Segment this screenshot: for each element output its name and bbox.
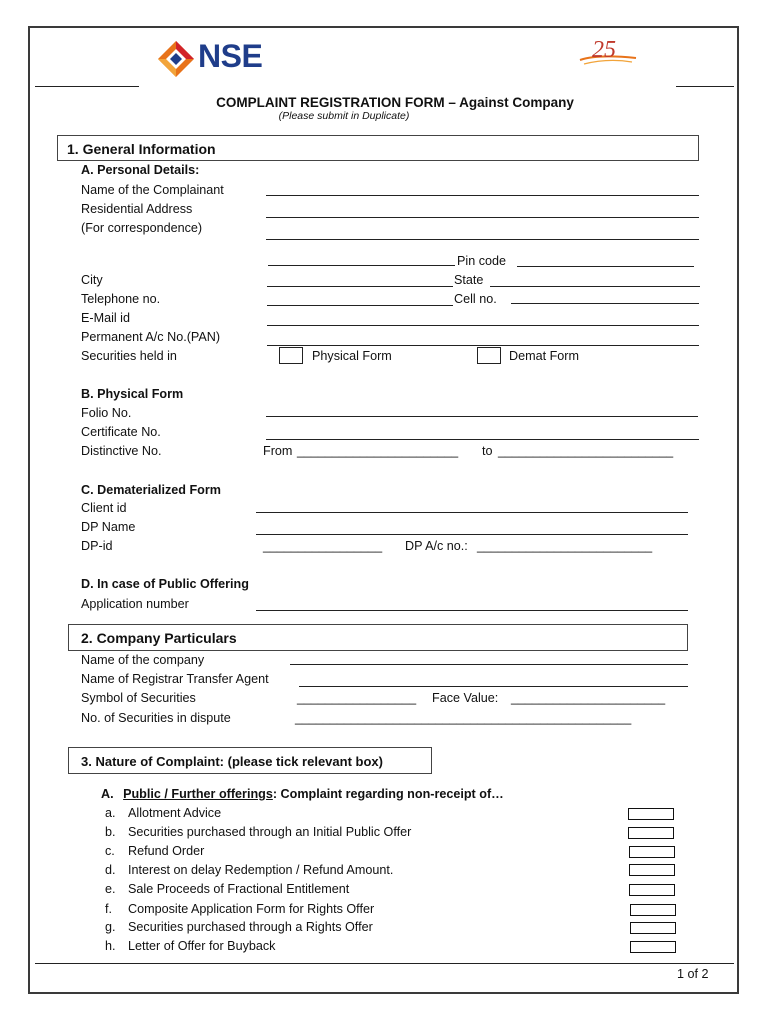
dp-name-label: DP Name [81, 520, 136, 534]
complaint-item-text: Securities purchased through an Initial Public Offer [128, 825, 412, 839]
application-number-field[interactable] [256, 610, 688, 611]
face-value-field[interactable]: ______________________ [511, 691, 666, 705]
dp-ac-label: DP A/c no.: [405, 539, 468, 553]
distinctive-to-field[interactable]: _________________________ [498, 444, 674, 458]
telephone-label: Telephone no. [81, 292, 161, 306]
complaint-item-text: Interest on delay Redemption / Refund Amount. [128, 863, 394, 877]
securities-held-label: Securities held in [81, 349, 177, 363]
cell-field[interactable] [511, 303, 699, 304]
complaint-item-checkbox[interactable] [630, 941, 676, 953]
address-label: Residential Address [81, 202, 193, 216]
folio-field[interactable] [266, 416, 698, 417]
nse-logo-icon [157, 40, 195, 78]
distinctive-to-label: to [482, 444, 493, 458]
cell-label: Cell no. [454, 292, 497, 306]
complaint-item-text: Refund Order [128, 844, 205, 858]
application-number-label: Application number [81, 597, 189, 611]
demat-form-option-label: Demat Form [509, 349, 579, 363]
client-id-field[interactable] [256, 512, 688, 513]
page-number: 1 of 2 [677, 967, 709, 981]
complaint-item-checkbox[interactable] [630, 904, 676, 916]
email-label: E-Mail id [81, 311, 130, 325]
complaint-item-text: Allotment Advice [128, 806, 222, 820]
complaint-item-checkbox[interactable] [628, 808, 674, 820]
form-title: COMPLAINT REGISTRATION FORM – Against Company [216, 95, 574, 110]
face-value-label: Face Value: [432, 691, 499, 705]
dp-id-field[interactable]: _________________ [263, 539, 383, 553]
nse-logo-text: NSE [198, 38, 263, 74]
distinctive-from-field[interactable]: _______________________ [297, 444, 459, 458]
section-2-title: 2. Company Particulars [81, 630, 237, 646]
distinctive-from-label: From [263, 444, 293, 458]
form-subtitle: (Please submit in Duplicate) [278, 110, 410, 122]
address-field-line-1[interactable] [266, 217, 699, 218]
complaint-item-checkbox[interactable] [629, 846, 675, 858]
complaint-item-letter: d. [105, 863, 116, 877]
complaint-item-letter: f. [105, 902, 112, 916]
physical-form-heading: B. Physical Form [81, 387, 184, 401]
complaint-item-letter: c. [105, 844, 115, 858]
complaint-item-checkbox[interactable] [629, 864, 675, 876]
registrar-field[interactable] [299, 686, 688, 687]
nse-logo [157, 40, 195, 81]
company-name-label: Name of the company [81, 653, 205, 667]
public-offerings-rest: : Complaint regarding non-receipt of… [272, 787, 504, 801]
personal-details-heading: A. Personal Details: [81, 163, 200, 177]
complaint-item-checkbox[interactable] [629, 884, 675, 896]
complainant-name-label: Name of the Complainant [81, 183, 224, 197]
complaint-item-text: Securities purchased through a Rights Offer [128, 920, 373, 934]
registrar-label: Name of Registrar Transfer Agent [81, 672, 269, 686]
address-field-line-2[interactable] [266, 239, 699, 240]
physical-form-option-label: Physical Form [312, 349, 392, 363]
dispute-label: No. of Securities in dispute [81, 711, 231, 725]
public-offerings-letter: A. [101, 787, 114, 801]
complaint-item-text: Composite Application Form for Rights Offer [128, 902, 375, 916]
complaint-item-letter: g. [105, 920, 116, 934]
dp-id-label: DP-id [81, 539, 113, 553]
pin-code-label: Pin code [457, 254, 507, 268]
pin-code-field[interactable] [517, 266, 694, 267]
telephone-field[interactable] [267, 305, 453, 306]
public-offering-heading: D. In case of Public Offering [81, 577, 249, 591]
city-field[interactable] [267, 286, 453, 287]
physical-form-checkbox[interactable] [279, 347, 303, 364]
complaint-item-letter: a. [105, 806, 116, 820]
distinctive-label: Distinctive No. [81, 444, 162, 458]
complaint-item-letter: h. [105, 939, 116, 953]
section-1-title: 1. General Information [67, 141, 216, 157]
section-3-title: 3. Nature of Complaint: (please tick relevant box) [81, 754, 383, 769]
anniversary-number: 25 [592, 37, 616, 63]
demat-form-checkbox[interactable] [477, 347, 501, 364]
header-rule-left [35, 86, 139, 87]
pan-field[interactable] [267, 345, 699, 346]
certificate-field[interactable] [266, 439, 699, 440]
folio-label: Folio No. [81, 406, 132, 420]
client-id-label: Client id [81, 501, 127, 515]
complaint-item-checkbox[interactable] [630, 922, 676, 934]
complaint-item-letter: b. [105, 825, 116, 839]
pan-label: Permanent A/c No.(PAN) [81, 330, 221, 344]
complaint-item-text: Sale Proceeds of Fractional Entitlement [128, 882, 350, 896]
complainant-name-field[interactable] [266, 195, 699, 196]
company-name-field[interactable] [290, 664, 688, 665]
state-label: State [454, 273, 484, 287]
footer-rule [35, 963, 734, 964]
email-field[interactable] [267, 325, 699, 326]
symbol-label: Symbol of Securities [81, 691, 196, 705]
header-rule-right [676, 86, 734, 87]
public-offerings-heading [101, 788, 504, 801]
public-offerings-title: Public / Further offerings [123, 787, 273, 801]
dp-name-field[interactable] [256, 534, 688, 535]
address-field-line-3[interactable] [268, 265, 455, 266]
demat-form-heading: C. Dematerialized Form [81, 483, 221, 497]
complaint-item-letter: e. [105, 882, 116, 896]
state-field[interactable] [490, 286, 700, 287]
dp-ac-field[interactable]: _________________________ [477, 539, 653, 553]
dispute-field[interactable]: ________________________________________________ [295, 711, 632, 725]
address-sub-label: (For correspondence) [81, 221, 203, 235]
complaint-item-text: Letter of Offer for Buyback [128, 939, 276, 953]
complaint-item-checkbox[interactable] [628, 827, 674, 839]
city-label: City [81, 273, 103, 287]
certificate-label: Certificate No. [81, 425, 161, 439]
symbol-field[interactable]: _________________ [297, 691, 417, 705]
